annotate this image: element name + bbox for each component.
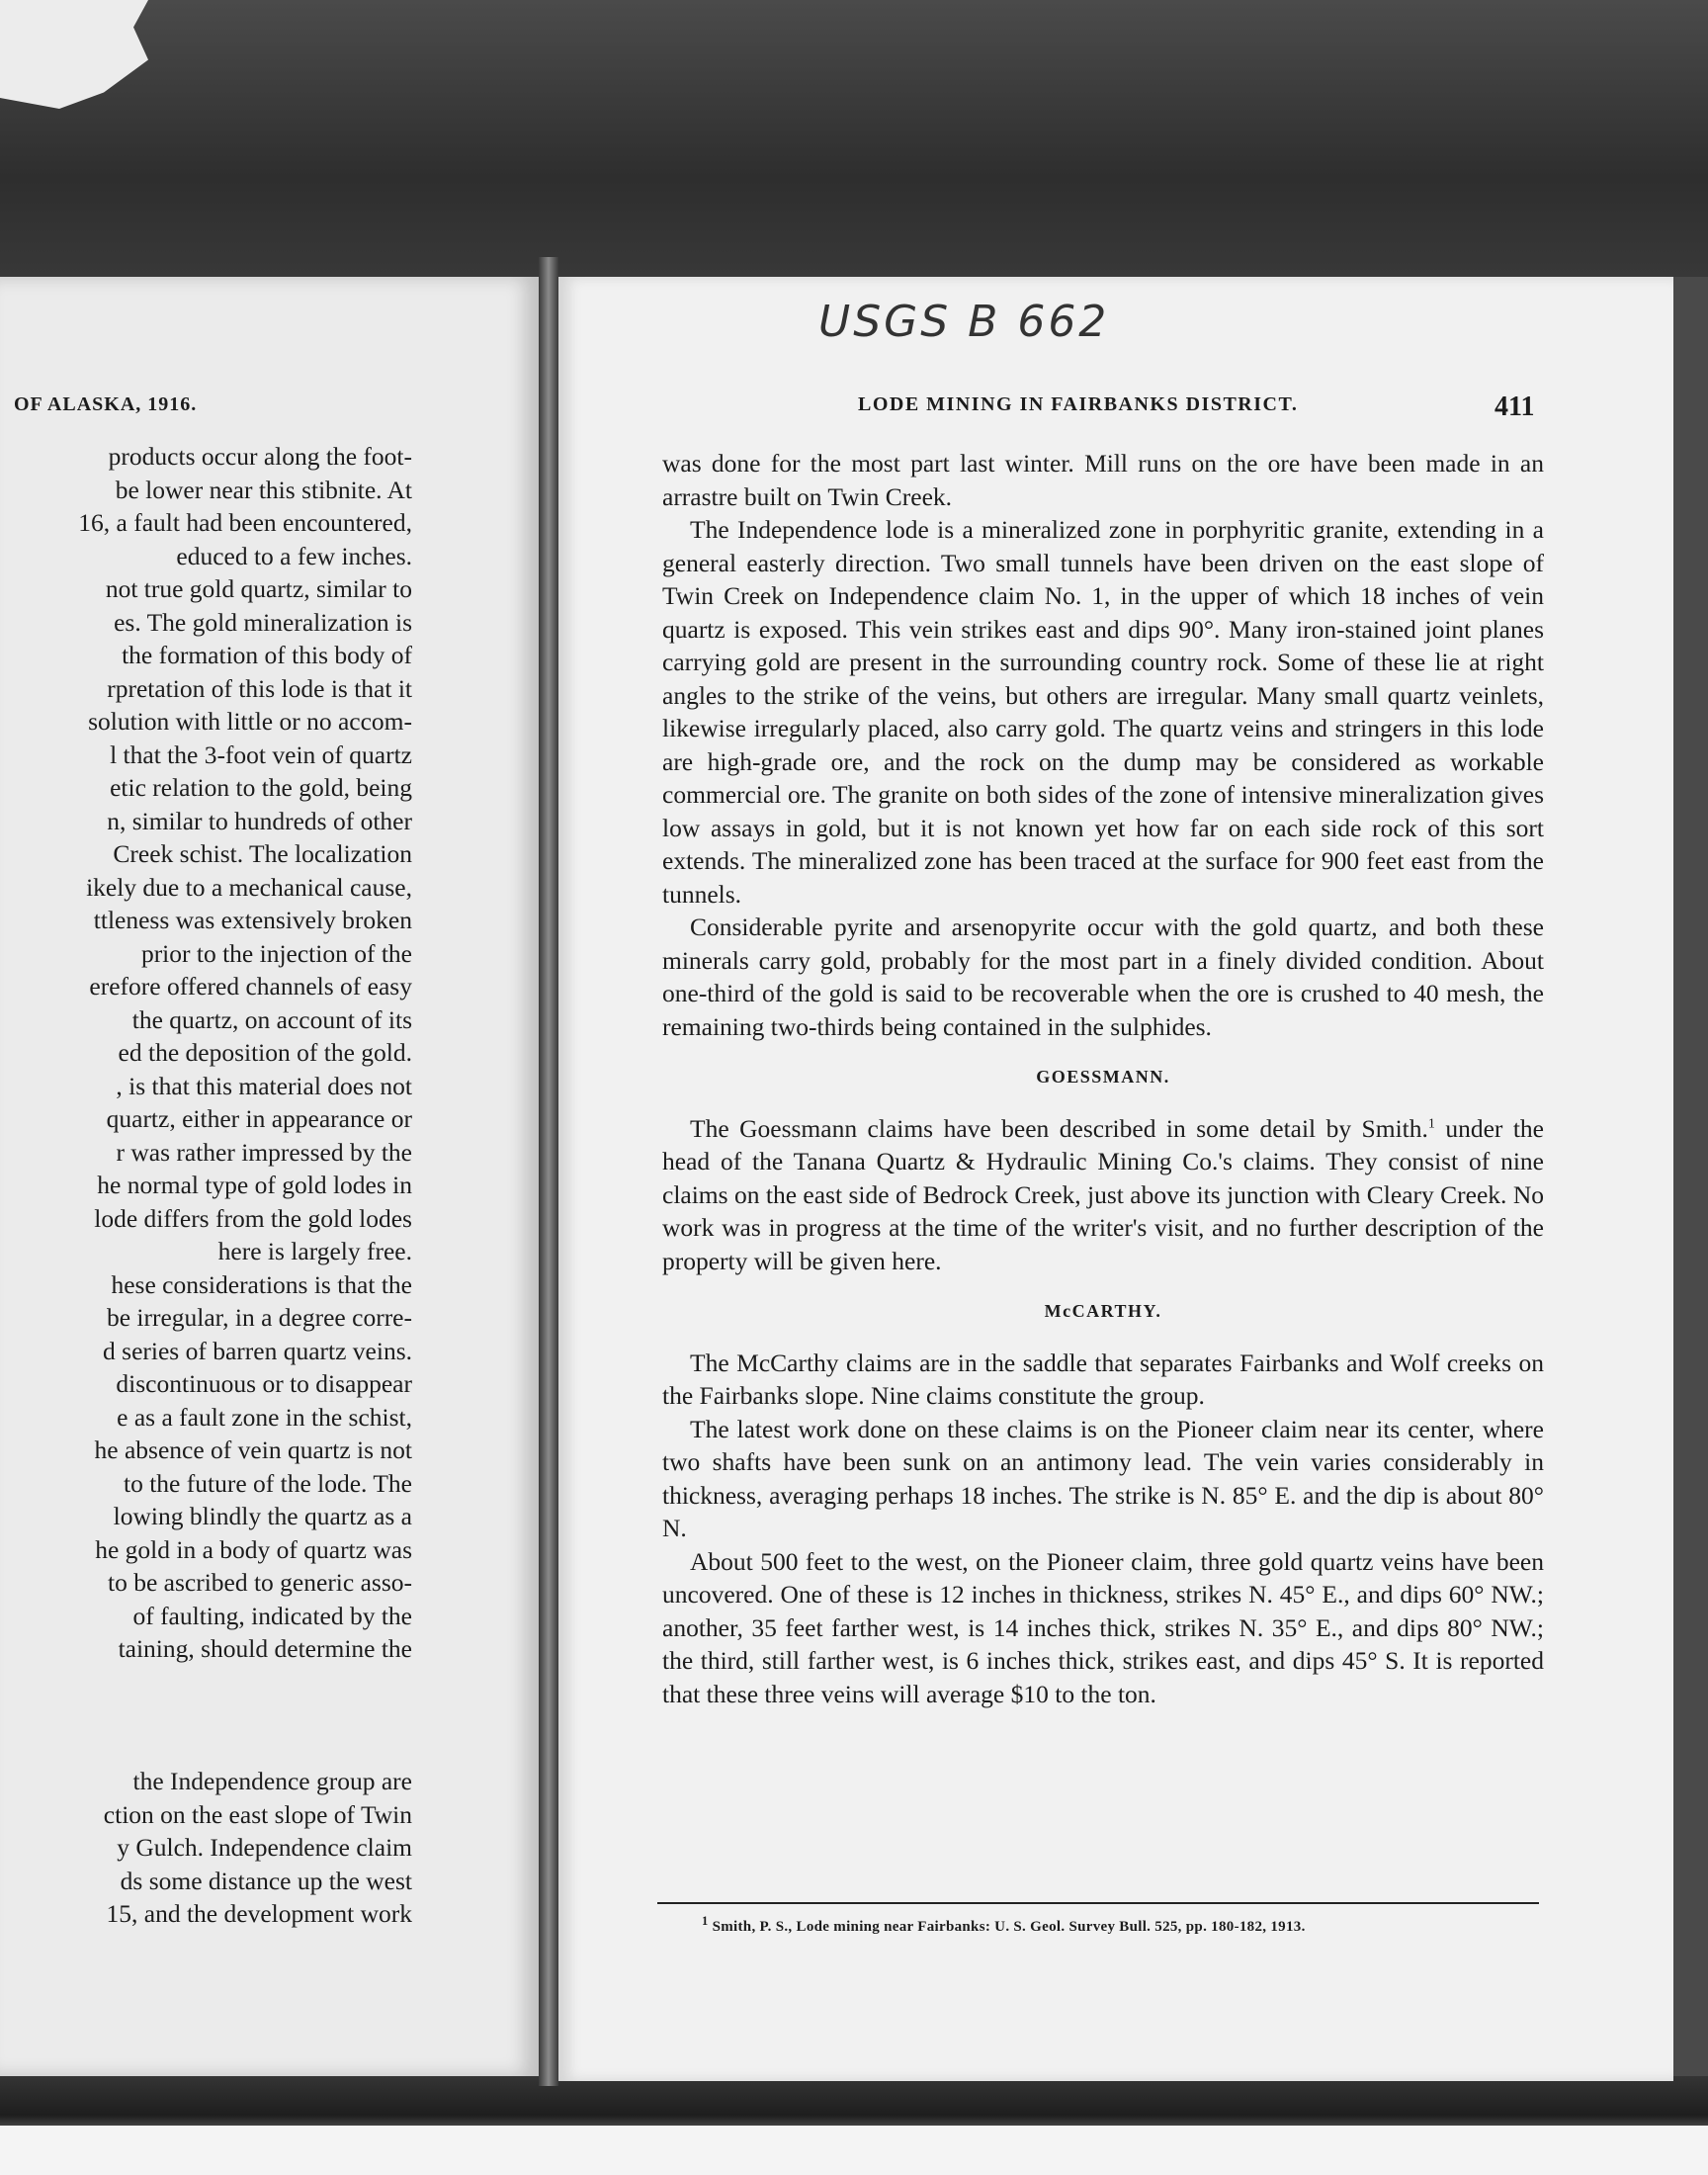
paragraph: The Independence lode is a mineralized zone in porphyritic granite, extending in a general easterly direction. Two small tunnels have been driven on the east slope of Twin Creek on Independence claim No. 1, in the upper of which 18 inches of vein quartz is exposed. This vein strikes east and dips 90°. Many iron-stained joint planes carrying gold are present in the surrounding country rock. Some of these lie at right angles to the strike of the veins, but others are irregular. Many small quartz veinlets, likewise irregularly placed, also carry gold. The quartz veins and stringers in this lode are high-grade ore, and the rock on the dump may be considered as workable commercial ore. The granite on both sides of the zone of intensive mineralization gives low assays in gold, but it is not known yet how far on each side rock of this sort extends. The mineralized zone has been traced at the surface for 900 feet east from the tunnels. xyxy=(662,515,1544,909)
scan-top-background xyxy=(0,0,1708,297)
running-head: LODE MINING IN FAIRBANKS DISTRICT. xyxy=(858,393,1299,415)
left-page-header: OF ALASKA, 1916. xyxy=(14,393,198,415)
left-page-line: e as a fault zone in the schist, xyxy=(117,1402,412,1432)
left-page-line: ed the deposition of the gold. xyxy=(118,1038,412,1067)
left-page-line: be irregular, in a degree corre- xyxy=(106,1303,412,1332)
section-heading-goessmann: GOESSMANN. xyxy=(1036,1067,1170,1087)
left-page-line: d series of barren quartz veins. xyxy=(103,1336,412,1365)
left-page-line: y Gulch. Independence claim xyxy=(117,1833,412,1862)
left-page-line: , is that this material does not xyxy=(116,1071,412,1100)
book-gutter xyxy=(539,257,558,2086)
left-page-line: etic relation to the gold, being xyxy=(110,773,412,802)
section-heading-mccarthy: McCARTHY. xyxy=(1044,1301,1162,1321)
left-page-line: to be ascribed to generic asso- xyxy=(107,1568,412,1597)
paragraph-text: under the head of the Tanana Quartz & Hydraulic Mining Co.'s claims. They consist of nine claims on the east side of Bedrock Creek, just above its junction with Cleary Creek. No work was in progress at the time of the writer's visit, and no further description of the property will be given here. xyxy=(662,1113,1545,1275)
left-page-line: lowing blindly the quartz as a xyxy=(113,1502,412,1530)
left-page-line: ds some distance up the west xyxy=(120,1866,412,1895)
left-page-line: ction on the east slope of Twin xyxy=(103,1799,412,1829)
left-page-line: he absence of vein quartz is not xyxy=(94,1436,412,1464)
left-page-line: to the future of the lode. The xyxy=(124,1468,412,1498)
left-page-line: ikely due to a mechanical cause, xyxy=(86,872,412,902)
left-page-line: products occur along the foot- xyxy=(108,442,412,471)
scan-bottom-margin xyxy=(0,2126,1708,2175)
left-page-line: he gold in a body of quartz was xyxy=(95,1534,412,1564)
footnote-text: Smith, P. S., Lode mining near Fairbanks: U. S. Geol. Survey Bull. 525, pp. 180-182, 1913. xyxy=(708,1919,1306,1935)
paragraph: was done for the most part last winter. Mill runs on the ore have been made in an arrastre built on Twin Creek. xyxy=(662,449,1544,511)
left-page-line: hese considerations is that the xyxy=(111,1269,412,1299)
left-page-line: he normal type of gold lodes in xyxy=(97,1171,412,1199)
footnote-reference: 1 xyxy=(1427,1116,1435,1131)
left-page-line: 16, a fault had been encountered, xyxy=(78,508,412,537)
left-page-line: taining, should determine the xyxy=(118,1634,412,1663)
footnote xyxy=(702,1914,1306,1936)
footnote-rule xyxy=(657,1902,1539,1904)
footnote-mark: 1 xyxy=(702,1914,709,1928)
left-page-line: rpretation of this lode is that it xyxy=(107,673,412,703)
left-page-line: es. The gold mineralization is xyxy=(114,607,412,637)
left-page xyxy=(0,277,539,2076)
left-page-line: the Independence group are xyxy=(132,1767,412,1795)
paragraph: Considerable pyrite and arsenopyrite occur with the gold quartz, and both these minerals carry gold, probably for the most part in a finely divided condition. About one-third of the gold is said to be recoverable when the ore is crushed to 40 mesh, the remaining two-thirds being contained in the sulphides. xyxy=(662,913,1544,1041)
left-page-line: not true gold quartz, similar to xyxy=(105,574,412,603)
page-number: 411 xyxy=(1494,392,1535,422)
handwritten-annotation: USGS B 662 xyxy=(818,297,1110,347)
page-body xyxy=(662,447,1544,1710)
left-page-line: quartz, either in appearance or xyxy=(106,1104,412,1133)
left-page-section-heading xyxy=(0,1698,412,1732)
paragraph-text: The Goessmann claims have been described in some detail by Smith. xyxy=(690,1113,1428,1143)
left-page-line: r was rather impressed by the xyxy=(116,1137,412,1167)
left-page-line: discontinuous or to disappear xyxy=(116,1369,412,1398)
paragraph: The latest work done on these claims is on the Pioneer claim near its center, where two shafts have been sunk on an antimony lead. The vein varies considerably in thickness, averaging perhaps 18 inches. The strike is N. 85° E. and the dip is about 80° N. xyxy=(662,1414,1544,1542)
left-page-line: 15, and the development work xyxy=(106,1899,412,1928)
left-page-line: Creek schist. The localization xyxy=(113,839,412,868)
line-gap xyxy=(0,1666,412,1699)
left-page-line: prior to the injection of the xyxy=(140,938,412,968)
paragraph: The McCarthy claims are in the saddle that separates Fairbanks and Wolf creeks on the Fairbanks slope. Nine claims constitute the group. xyxy=(662,1348,1544,1410)
line-gap xyxy=(0,1732,412,1766)
left-page-line: the quartz, on account of its xyxy=(131,1004,412,1034)
scan-right-edge xyxy=(1673,277,1708,2076)
left-page-line: lode differs from the gold lodes xyxy=(94,1203,412,1233)
left-page-line: erefore offered channels of easy xyxy=(89,972,412,1000)
left-page-line: solution with little or no accom- xyxy=(88,707,412,736)
left-page-line: educed to a few inches. xyxy=(176,541,412,570)
left-page-line: here is largely free. xyxy=(217,1237,412,1265)
left-page-line: the formation of this body of xyxy=(122,641,412,669)
left-page-line: ttleness was extensively broken xyxy=(93,906,412,934)
left-page-line: n, similar to hundreds of other xyxy=(107,806,412,835)
left-page-line: of faulting, indicated by the xyxy=(132,1601,412,1630)
paragraph xyxy=(662,1112,1544,1278)
left-page-line: be lower near this stibnite. At xyxy=(115,475,412,504)
left-page-text xyxy=(0,440,412,1931)
left-page-line: l that the 3-foot vein of quartz xyxy=(110,740,412,769)
paragraph: About 500 feet to the west, on the Pioneer claim, three gold quartz veins have been uncovered. One of these is 12 inches in thickness, strikes N. 45° E., and dips 60° NW.; another, 35 feet farther west, is 14 inches thick, strikes N. 35° E., and dips 80° NW.; the third, still farther west, is 6 inches thick, strikes east, and dips 45° S. It is reported that these three veins will average $10 to the ton. xyxy=(662,1546,1544,1708)
